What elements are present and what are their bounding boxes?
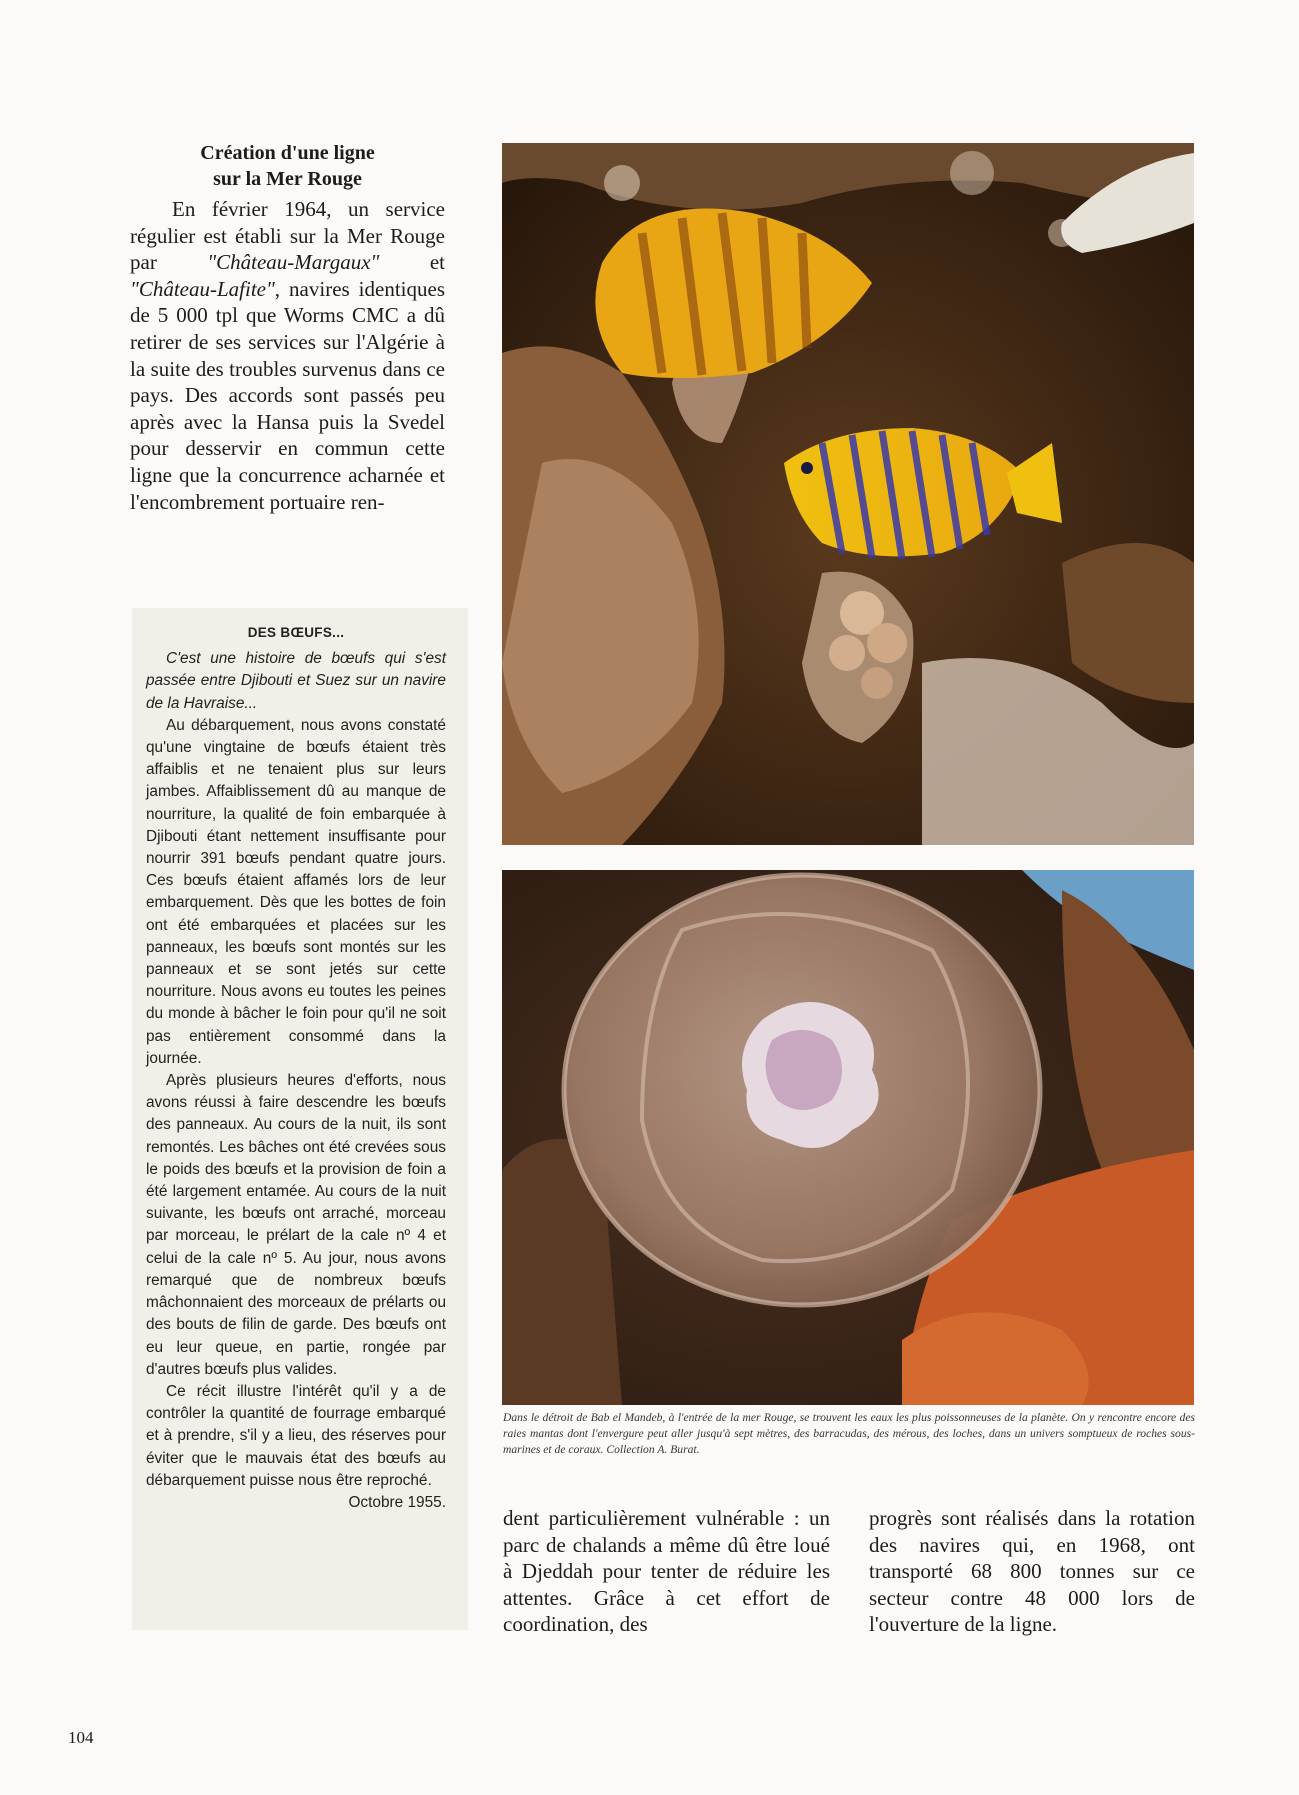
article-paragraph-2: dent particulièrement vulnérable : un parc de chalands a même dû être loué à Djeddah pour tenter de réduire les attentes. Grâce à cet effort de coordination, des [503,1506,830,1637]
sidebar-paragraph-1: Au débarquement, nous avons constaté qu'une vingtaine de bœufs étaient très affaiblis et ne tenaient plus sur leurs jambes. Affaiblissement dû au manque de nourriture, la qualité de foin embarquée à Djibouti étant nettement insuffisante pour nourrir 391 bœufs pendant quatre jours. Ces bœufs étaient affamés lors de leur embarquement. Dès que les bottes de foin ont été embarquées et placées sur les panneaux, les bœufs sont montés sur les panneaux et se sont jetés sur cette nourriture. Nous avons eu toutes les peines du monde à bâcher le foin pour qu'il ne soit pas entièrement consommé dans la journée. [146,716,446,1067]
text-run: , navires identiques de 5 000 tpl que Worms CMC a dû retirer de ses services sur l'Algérie à la suite des troubles survenus dans ce pays. Des accords sont passés peu après avec la Hansa puis la Svedel pour desservir en commun cette ligne que la concurrence acharnée et l'encombrement portuaire ren- [130,276,445,514]
reef-fish-photo [502,143,1194,845]
title-line-2: sur la Mer Rouge [213,168,362,190]
ship-name-1: "Château-Margaux" [207,250,380,275]
jellyfish-photo [502,870,1194,1405]
article-paragraph-1 [130,196,445,515]
photo-caption: Dans le détroit de Bab el Mandeb, à l'entrée de la mer Rouge, se trouvent les eaux les plus poissonneuses de la planète. On y rencontre encore des raies mantas dont l'envergure peut aller jusqu'à sept mètres, des barracudas, des mérous, des loches, dans un univers somptueux de roches sous-marines et de coraux. Collection A. Burat. [503,1411,1195,1456]
jellyfish-gonads-shape [742,1002,879,1148]
text-run: et [379,250,445,275]
ship-name-2: "Château-Lafite" [130,276,275,301]
article-paragraph-3: progrès sont réalisés dans la rotation des navires qui, en 1968, ont transporté 68 800 tonnes sur ce secteur contre 48 000 lors de l'ouverture de la ligne. [869,1506,1195,1637]
sidebar-heading: DES BŒUFS... [247,625,345,640]
title-line-1: Création d'une ligne [200,142,375,164]
sidebar-paragraph-2: Après plusieurs heures d'efforts, nous avons réussi à faire descendre les bœufs des panneaux. Au cours de la nuit, ils sont remontés. Les bâches ont été crevées sous le poids des bœufs et la provision de foin a été largement entamée. Au cours de la nuit suivante, les bœufs ont arraché, morceau par morceau, le prélart de la cale nº 4 et celui de la cale nº 5. Au jour, nous avons remarqué que de nombreux bœufs mâchonnaient des morceaux de prélarts ou des bouts de filin de garde. Des bœufs ont eu leur queue, en partie, rongée par d'autres bœufs plus valides. [146,1072,446,1378]
sidebar-lead: C'est une histoire de bœufs qui s'est passée entre Djibouti et Suez sur un navire de la Havraise... [146,650,446,712]
sidebar-box [132,608,468,1630]
article-column-3 [869,1505,1195,1638]
article-title [130,140,445,192]
sidebar-signature: Octobre 1955. [348,1493,446,1511]
page-number: 104 [68,1728,94,1747]
article-column-2 [503,1505,830,1638]
article-column-1 [130,196,445,515]
text-run: En février 1964, un service régulier est établi sur la Mer Rouge par [130,197,445,275]
sidebar-paragraph-3: Ce récit illustre l'intérêt qu'il y a de contrôler la quantité de fourrage embarqué et à prendre, s'il y a lieu, des réserves pour éviter que le mauvais état des bœufs au débarquement puisse nous être reproché. [146,1382,446,1489]
